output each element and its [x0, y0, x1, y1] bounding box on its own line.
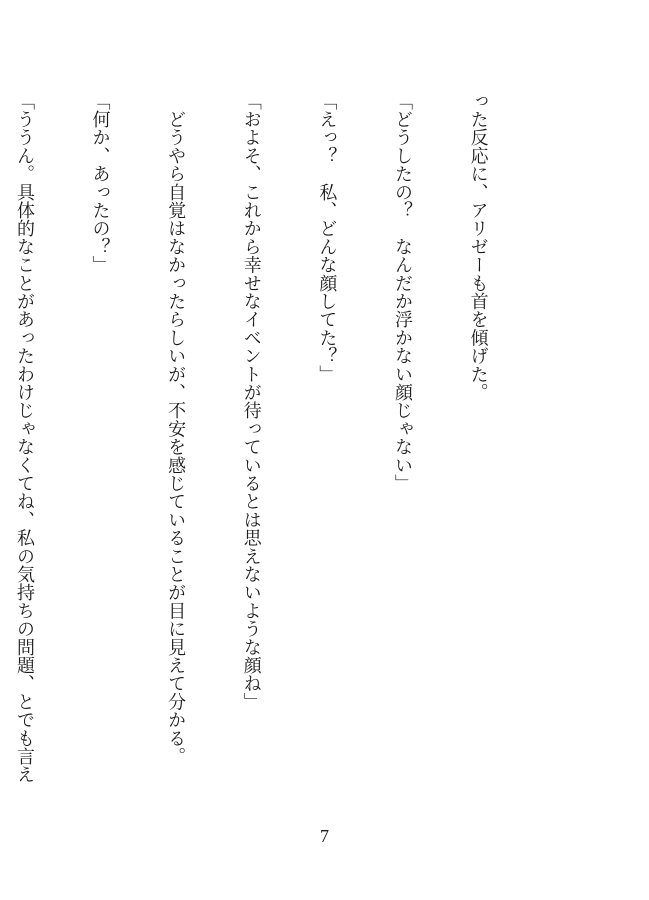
text-line: 「およそ、これから幸せなイベントが待っているとは思えないような顔ね」	[240, 92, 262, 711]
text-line: どうやら自覚はなかったらしいが、不安を感じていることが目に見えて分かる。	[165, 92, 187, 766]
text-line: 「どうしたの？ なんだか浮かない顔じゃない」	[391, 92, 413, 493]
vertical-text-body	[0, 92, 541, 782]
text-line: 「えっ？ 私、どんな顔してた？」	[316, 92, 338, 384]
text-line: 「ううん。具体的なことがあったわけじゃなくてね、私の気持ちの問題、とでも言え	[13, 92, 35, 784]
text-line: った反応に、アリゼーも首を傾げた。	[467, 92, 489, 402]
text-line: 「何か、あったの？」	[89, 92, 111, 274]
page-number: 7	[320, 826, 329, 846]
